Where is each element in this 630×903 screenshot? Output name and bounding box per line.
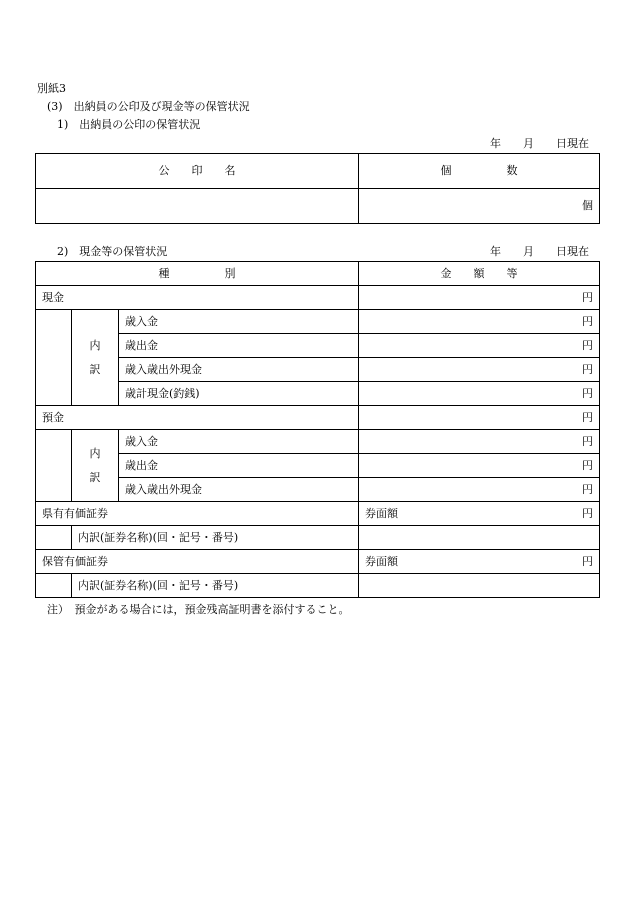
cash-item: 歳計現金(釣銭): [119, 382, 359, 406]
seal-count-cell[interactable]: 個: [359, 189, 600, 224]
deposit-indent: [36, 430, 72, 502]
kind-header: 種 別: [36, 262, 359, 286]
date-label-2: 年 月 日現在: [490, 245, 589, 258]
deposit-label: 預金: [36, 406, 359, 430]
deposit-item: 歳入金: [119, 430, 359, 454]
deposit-item: 歳出金: [119, 454, 359, 478]
cash-amount[interactable]: 円: [359, 286, 600, 310]
cash-item: 歳出金: [119, 334, 359, 358]
cash-item-amount[interactable]: 円: [359, 334, 600, 358]
note: 注） 預金がある場合には，預金残高証明書を添付すること。: [47, 603, 350, 616]
seal-table: [35, 153, 600, 224]
cash-label: 現金: [36, 286, 359, 310]
cash-item: 歳入歳出外現金: [119, 358, 359, 382]
custody-securities-indent: [36, 574, 72, 598]
pref-securities-label: 県有有価証券: [36, 502, 359, 526]
subsection-2-heading: 2) 現金等の保管状況: [57, 245, 168, 258]
pref-securities-face-value[interactable]: 券面額 円: [359, 502, 600, 526]
deposit-item-amount[interactable]: 円: [359, 430, 600, 454]
cash-breakdown-label: 内 訳: [72, 310, 119, 406]
date-label-1: 年 月 日現在: [490, 137, 589, 150]
pref-securities-breakdown: 内訳(証券名称)(回・記号・番号): [72, 526, 359, 550]
cash-indent: [36, 310, 72, 406]
custody-securities-breakdown: 内訳(証券名称)(回・記号・番号): [72, 574, 359, 598]
custody-securities-breakdown-value[interactable]: [359, 574, 600, 598]
pref-securities-breakdown-value[interactable]: [359, 526, 600, 550]
seal-name-cell[interactable]: [36, 189, 359, 224]
cash-table: [35, 261, 600, 598]
cash-item-amount[interactable]: 円: [359, 382, 600, 406]
cash-item-amount[interactable]: 円: [359, 358, 600, 382]
section-3-heading: (3) 出納員の公印及び現金等の保管状況: [47, 100, 250, 113]
deposit-amount[interactable]: 円: [359, 406, 600, 430]
seal-count-header: 個 数: [359, 154, 600, 189]
deposit-item-amount[interactable]: 円: [359, 478, 600, 502]
cash-item: 歳入金: [119, 310, 359, 334]
subsection-1-heading: 1) 出納員の公印の保管状況: [57, 118, 201, 131]
deposit-item-amount[interactable]: 円: [359, 454, 600, 478]
amount-header: 金 額 等: [359, 262, 600, 286]
deposit-breakdown-label: 内 訳: [72, 430, 119, 502]
attachment-label: 別紙3: [37, 82, 66, 95]
custody-securities-label: 保管有価証券: [36, 550, 359, 574]
custody-securities-face-value[interactable]: 券面額 円: [359, 550, 600, 574]
seal-name-header: 公 印 名: [36, 154, 359, 189]
pref-securities-indent: [36, 526, 72, 550]
cash-item-amount[interactable]: 円: [359, 310, 600, 334]
deposit-item: 歳入歳出外現金: [119, 478, 359, 502]
